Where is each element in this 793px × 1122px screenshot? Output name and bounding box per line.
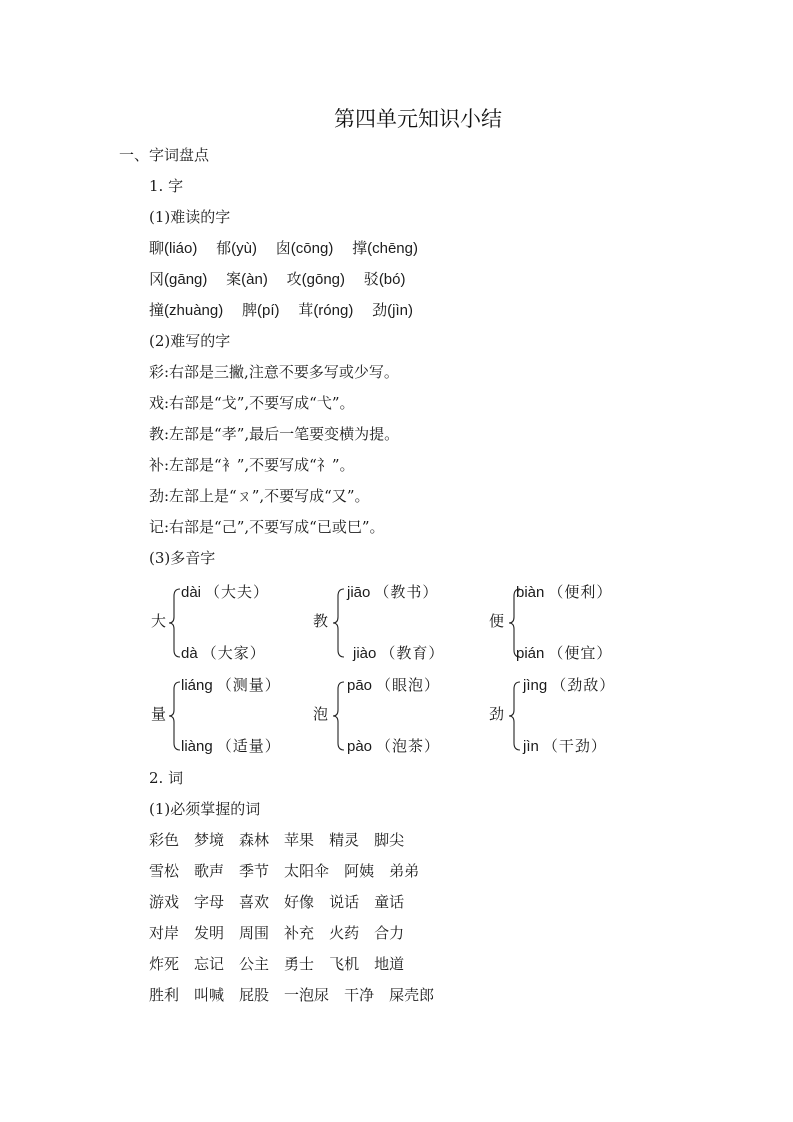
reading-item: 脾(pí): [242, 301, 280, 319]
word-row-6: [149, 985, 434, 1005]
word: 屎壳郎: [389, 986, 435, 1004]
polyphonic-char: 劲: [489, 705, 505, 723]
word: 地道: [374, 955, 405, 973]
word-row-2: [149, 861, 419, 881]
writing-note: 教:左部是“孝”,最后一笔要变横为提。: [149, 425, 400, 443]
writing-note: 记:右部是“己”,不要写成“已或巳”。: [149, 518, 385, 536]
page-title: 第四单元知识小结: [334, 107, 502, 131]
word: 苹果: [284, 831, 315, 849]
reading-2: pián （便宜）: [516, 644, 613, 662]
word: 补充: [284, 924, 315, 942]
brace-icon: [167, 681, 181, 751]
word-row-3: [149, 892, 404, 912]
writing-note: 补:左部是“衤”,不要写成“礻”。: [149, 456, 355, 474]
reading-item: 聊(liáo): [149, 239, 198, 257]
word: 精灵: [329, 831, 360, 849]
word-row-4: [149, 923, 404, 943]
reading-2: jiào （教育）: [353, 644, 445, 662]
word: 彩色: [149, 831, 180, 849]
word: 说话: [329, 893, 360, 911]
word: 雪松: [149, 862, 180, 880]
reading-row-3: [149, 300, 413, 321]
word-row-5: [149, 954, 404, 974]
reading-1: dài （大夫）: [181, 583, 270, 601]
polyphonic-group: [151, 582, 301, 662]
writing-note: 劲:左部上是“ㄡ”,不要写成“又”。: [149, 487, 370, 505]
reading-2: pào （泡茶）: [347, 737, 441, 755]
word: 火药: [329, 924, 360, 942]
reading-item: 囱(cōng): [275, 239, 334, 257]
word: 弟弟: [389, 862, 420, 880]
reading-item: 撑(chēng): [352, 239, 418, 257]
polyphonic-char: 教: [313, 612, 329, 630]
brace-icon: [167, 588, 181, 658]
polyphonic-group: [489, 582, 639, 662]
reading-item: 冈(gāng): [149, 270, 208, 288]
brace-icon: [507, 681, 521, 751]
polyphonic-group: [151, 675, 301, 755]
polyphonic-group: [313, 582, 463, 662]
word: 喜欢: [239, 893, 270, 911]
reading-2: jìn （干劲）: [523, 737, 607, 755]
word: 胜利: [149, 986, 180, 1004]
word: 童话: [374, 893, 405, 911]
reading-1: jiāo （教书）: [347, 583, 439, 601]
reading-item: 撞(zhuàng): [149, 301, 224, 319]
word: 飞机: [329, 955, 360, 973]
polyphonic-group: [313, 675, 463, 755]
reading-1: jìng （劲敌）: [523, 676, 616, 694]
word: 歌声: [194, 862, 225, 880]
word: 叫喊: [194, 986, 225, 1004]
reading-item: 劲(jìn): [372, 301, 413, 319]
word: 发明: [194, 924, 225, 942]
brace-icon: [331, 681, 345, 751]
word: 勇士: [284, 955, 315, 973]
reading-item: 攻(gōng): [286, 270, 346, 288]
reading-2: liàng （适量）: [181, 737, 281, 755]
polyphonic-char: 量: [151, 705, 167, 723]
reading-item: 驳(bó): [363, 270, 406, 288]
reading-row-2: [149, 269, 406, 290]
subsection-heading-words: 2. 词: [149, 769, 184, 787]
writing-note: 戏:右部是“戈”,不要写成“弋”。: [149, 394, 355, 412]
reading-item: 茸(róng): [298, 301, 354, 319]
hard-to-read-heading: (1)难读的字: [149, 208, 231, 226]
reading-1: liáng （测量）: [181, 676, 281, 694]
must-master-heading: (1)必须掌握的词: [149, 800, 261, 818]
polyphonic-heading: (3)多音字: [149, 549, 216, 567]
word: 炸死: [149, 955, 180, 973]
word: 季节: [239, 862, 270, 880]
polyphonic-char: 便: [489, 612, 505, 630]
word: 一泡尿: [284, 986, 330, 1004]
word: 对岸: [149, 924, 180, 942]
reading-item: 案(àn): [226, 270, 268, 288]
polyphonic-char: 大: [151, 612, 167, 630]
word: 忘记: [194, 955, 225, 973]
word: 周围: [239, 924, 270, 942]
word: 公主: [239, 955, 270, 973]
writing-note: 彩:右部是三撇,注意不要多写或少写。: [149, 363, 399, 381]
word: 阿姨: [344, 862, 375, 880]
word: 干净: [344, 986, 375, 1004]
word-row-1: [149, 830, 404, 850]
reading-1: pāo （眼泡）: [347, 676, 441, 694]
word: 森林: [239, 831, 270, 849]
brace-icon: [331, 588, 345, 658]
reading-1: biàn （便利）: [516, 583, 613, 601]
hard-to-write-heading: (2)难写的字: [149, 332, 231, 350]
word: 游戏: [149, 893, 180, 911]
word: 屁股: [239, 986, 270, 1004]
reading-item: 郁(yù): [216, 239, 257, 257]
word: 梦境: [194, 831, 225, 849]
subsection-heading-characters: 1. 字: [149, 177, 184, 195]
polyphonic-group: [489, 675, 639, 755]
word: 合力: [374, 924, 405, 942]
reading-2: dà （大家）: [181, 644, 266, 662]
word: 脚尖: [374, 831, 405, 849]
word: 好像: [284, 893, 315, 911]
section-heading-word-review: 一、字词盘点: [119, 146, 210, 164]
polyphonic-char: 泡: [313, 705, 329, 723]
word: 太阳伞: [284, 862, 330, 880]
reading-row-1: [149, 238, 418, 259]
word: 字母: [194, 893, 225, 911]
